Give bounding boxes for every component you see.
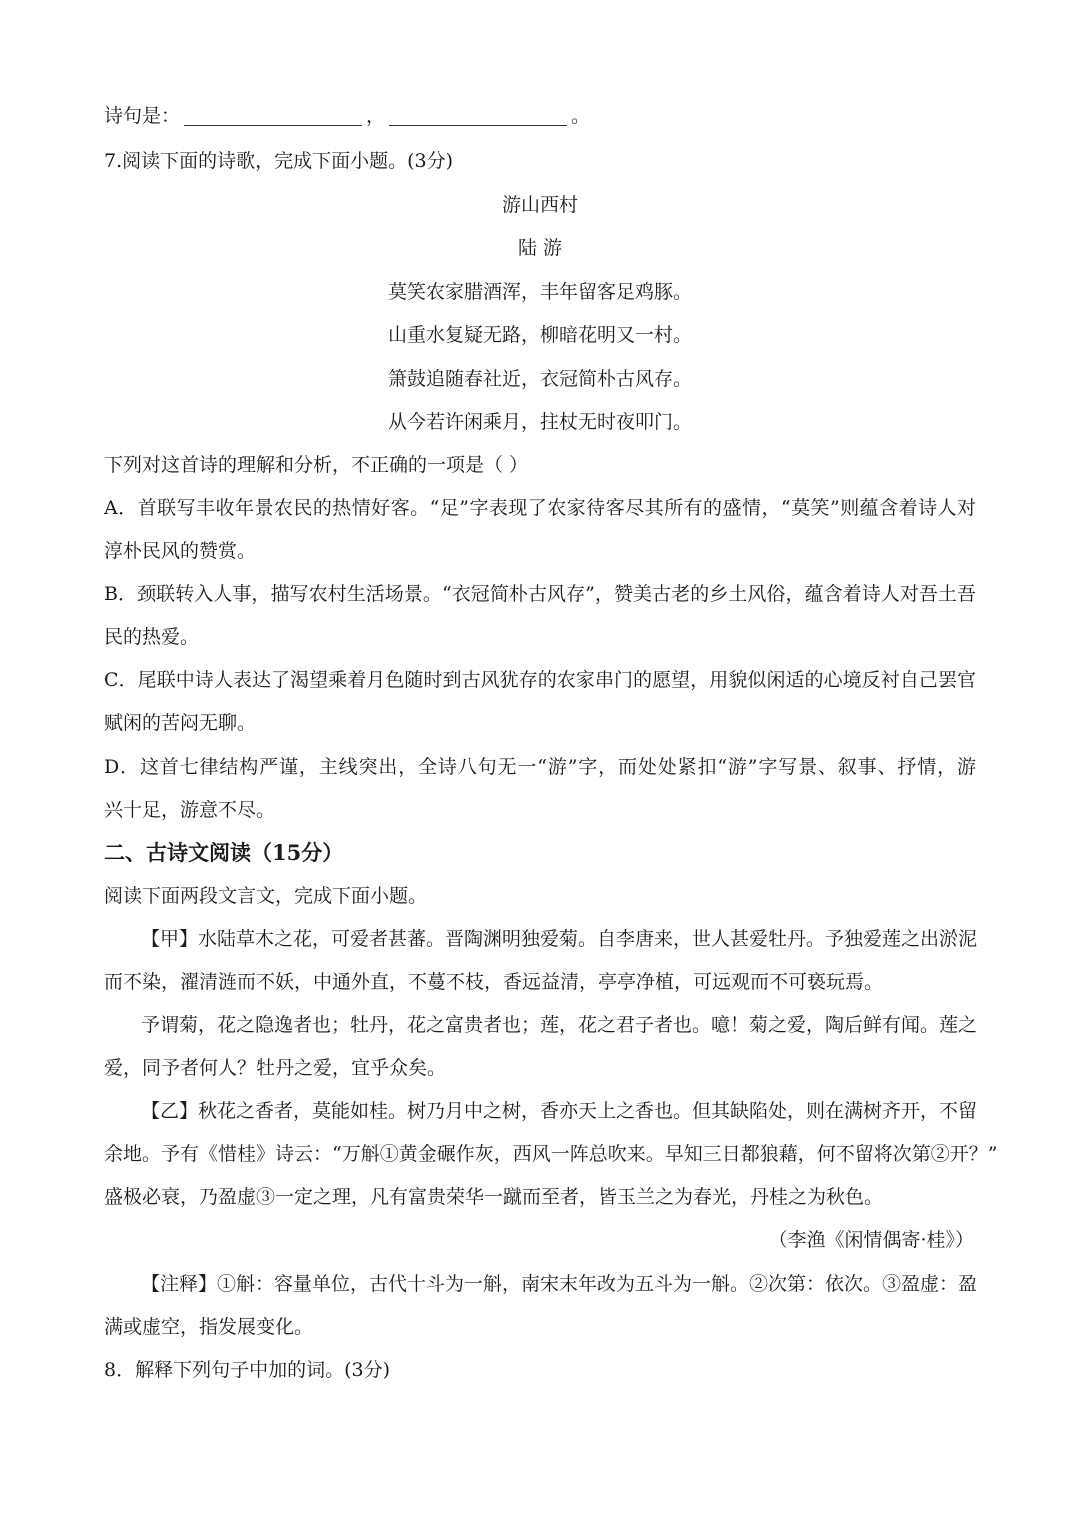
poem-line: 莫笑农家腊酒浑，丰年留客足鸡豚。: [387, 281, 692, 303]
option-b-line1: B．颈联转入人事，描写农村生活场景。“衣冠简朴古风存”，赞美古老的乡土风俗，蕴含着诗人对吾土吾: [104, 583, 976, 605]
poem-line: 从今若许闲乘月，拄杖无时夜叩门。: [387, 411, 692, 433]
option-a-line2: 淳朴民风的赞赏。: [104, 540, 257, 562]
q8-prompt: 8．解释下列句子中加的词。(3分): [104, 1359, 391, 1381]
passage-yi-line2: 余地。予有《惜桂》诗云：“万斛①黄金碾作灰，西风一阵总吹来。早知三日都狼藉，何不留将次第②开？”: [104, 1143, 998, 1165]
passage-yi-line1: 【乙】秋花之香者，莫能如桂。树乃月中之树，香亦天上之香也。但其缺陷处，则在满树齐开，不留: [141, 1100, 978, 1122]
passage-source: （李渔《闲情偶寄·桂》）: [768, 1229, 974, 1251]
option-a-line1: A．首联写丰收年景农民的热情好客。“足”字表现了农家待客尽其所有的盛情，“莫笑”则蕴含着诗人对: [104, 497, 976, 519]
blank-end: 。: [571, 105, 591, 127]
passage-yi-line3: 盛极必衰，乃盈虚③一定之理，凡有富贵荣华一蹴而至者，皆玉兰之为春光，丹桂之为秋色。: [104, 1186, 884, 1208]
poem-title: 游山西村: [501, 194, 578, 216]
notes-line1: 【注释】①斛：容量单位，古代十斗为一斛，南宋末年改为五斗为一斛。②次第：依次。③盈虚：盈: [141, 1273, 978, 1295]
blank-separator: ，: [366, 105, 386, 127]
answer-blank-1[interactable]: [184, 107, 362, 126]
passage-jia-line1: 【甲】水陆草木之花，可爱者甚蕃。晋陶渊明独爱菊。自李唐来，世人甚爱牡丹。予独爱莲之出淤泥: [141, 928, 978, 950]
answer-blank-line: [104, 104, 590, 128]
q7-intro: 7.阅读下面的诗歌，完成下面小题。(3分): [104, 150, 454, 172]
blank-label: 诗句是：: [104, 105, 181, 127]
option-b-line2: 民的热爱。: [104, 626, 200, 648]
section-intro: 阅读下面两段文言文，完成下面小题。: [104, 885, 428, 907]
option-d-line1: D．这首七律结构严谨，主线突出，全诗八句无一“游”字，而处处紧扣“游”字写景、叙事、抒情，游: [104, 756, 976, 778]
answer-blank-2[interactable]: [389, 107, 567, 126]
poem-line: 箫鼓追随春社近，衣冠简朴古风存。: [387, 368, 692, 390]
section-heading: 二、古诗文阅读（15分）: [104, 840, 344, 865]
notes-line2: 满或虚空，指发展变化。: [104, 1316, 314, 1338]
poem-author: 陆 游: [517, 237, 563, 259]
passage-jia-line3: 予谓菊，花之隐逸者也；牡丹，花之富贵者也；莲，花之君子者也。噫！菊之爱，陶后鲜有闻。莲之: [141, 1014, 978, 1036]
option-d-line2: 兴十足，游意不尽。: [104, 799, 276, 821]
q7-question: 下列对这首诗的理解和分析，不正确的一项是（ ）: [104, 454, 529, 476]
passage-jia-line4: 爱，同予者何人？牡丹之爱，宜乎众矣。: [104, 1057, 447, 1079]
poem-line: 山重水复疑无路，柳暗花明又一村。: [387, 324, 692, 346]
option-c-line2: 赋闲的苦闷无聊。: [104, 712, 257, 734]
passage-jia-line2: 而不染，濯清涟而不妖，中通外直，不蔓不枝，香远益清，亭亭净植，可远观而不可亵玩焉。: [104, 971, 884, 993]
option-c-line1: C．尾联中诗人表达了渴望乘着月色随时到古风犹存的农家串门的愿望，用貌似闲适的心境反衬自己罢官: [104, 669, 976, 691]
